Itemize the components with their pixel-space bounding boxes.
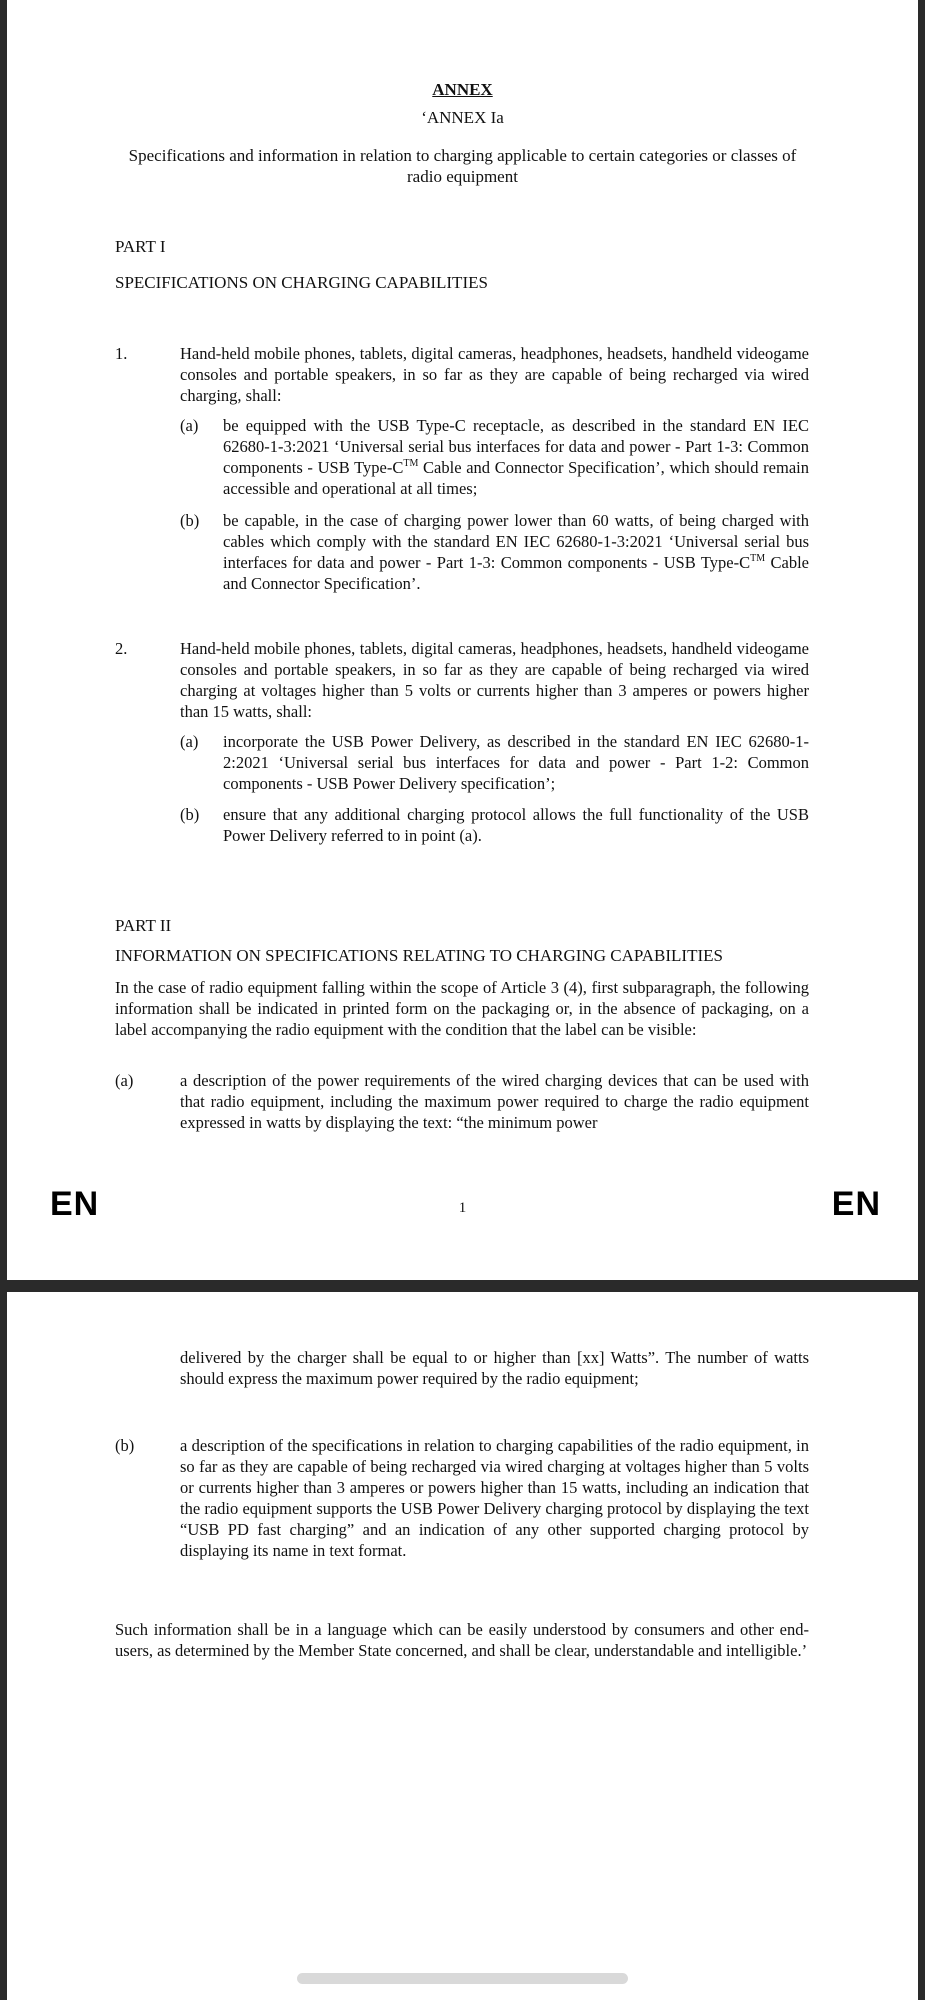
trademark-superscript: TM xyxy=(403,458,419,469)
part-1-heading: SPECIFICATIONS ON CHARGING CAPABILITIES xyxy=(115,273,488,292)
language-marker-right: EN xyxy=(831,1185,881,1223)
part-2b-label: (b) xyxy=(115,1436,135,1455)
part-2-intro: In the case of radio equipment falling within the scope of Article 3 (4), first subparagraph, the following information shall be indicated in printed form on the packaging or, in the absence of packaging, on a label accompanying the radio equipment with the condition that the label can be visible: xyxy=(115,978,809,1039)
annex-title: ANNEX xyxy=(432,80,493,99)
document-page-1 xyxy=(7,0,918,1280)
item-1b-label: (b) xyxy=(180,511,200,530)
part-2-heading: INFORMATION ON SPECIFICATIONS RELATING TO CHARGING CAPABILITIES xyxy=(115,946,723,965)
document-page-2 xyxy=(7,1292,918,2000)
language-marker-left: EN xyxy=(50,1185,100,1223)
item-1a-label: (a) xyxy=(180,416,199,435)
closing-paragraph: Such information shall be in a language which can be easily understood by consumers and other end-users, as determined by the Member State concerned, and shall be clear, understandable and intelligible.’ xyxy=(115,1620,809,1660)
item-2-text: Hand-held mobile phones, tablets, digital cameras, headphones, headsets, handheld videogame consoles and portable speakers, in so far as they are capable of being recharged via wired charging at voltages higher than 5 volts or currents higher than 3 amperes or powers higher than 15 watts, shall: xyxy=(180,639,809,721)
item-1-number: 1. xyxy=(115,344,128,363)
home-indicator-bar[interactable] xyxy=(297,1973,628,1984)
part-1-label: PART I xyxy=(115,237,166,256)
item-2a-text: incorporate the USB Power Delivery, as described in the standard EN IEC 62680-1-2:2021 ‘Universal serial bus interfaces for data and power - Part 1-2: Common components - USB Power Delivery specification’; xyxy=(223,732,809,793)
item-2a-label: (a) xyxy=(180,732,199,751)
item-2-number: 2. xyxy=(115,639,128,658)
item-2b-label: (b) xyxy=(180,805,200,824)
item-1-text: Hand-held mobile phones, tablets, digital cameras, headphones, headsets, handheld videogame consoles and portable speakers, in so far as they are capable of being recharged via wired charging, shall: xyxy=(180,344,809,405)
part-2b-text: a description of the specifications in relation to charging capabilities of the radio equipment, in so far as they are capable of being recharged via wired charging at voltages higher than 5 volts or currents higher than 3 amperes or powers higher than 15 watts, including an indication that the radio equipment supports the USB Power Delivery charging protocol by displaying the text “USB PD fast charging” and an indication of any other supported charging protocol by displaying its name in text format. xyxy=(180,1436,809,1560)
annex-subtitle: ‘ANNEX Ia xyxy=(421,108,504,127)
part-2a-continued: delivered by the charger shall be equal to or higher than [xx] Watts”. The number of watts should express the maximum power required by the radio equipment; xyxy=(180,1348,809,1388)
item-1a-text: be equipped with the USB Type-C receptacle, as described in the standard EN IEC 62680-1-3:2021 ‘Universal serial bus interfaces for data and power - Part 1-3: Common components - USB Type-C™ Cable and Connector Specification’, which should remain accessible and operational at all times; xyxy=(223,416,809,498)
item-2b-text: ensure that any additional charging protocol allows the full functionality of the USB Power Delivery referred to in point (a). xyxy=(223,805,809,845)
specifications-title: Specifications and information in relation to charging applicable to certain categories or classes of radio equipment xyxy=(128,146,797,186)
part-2a-label: (a) xyxy=(115,1071,134,1090)
part-2a-text: a description of the power requirements of the wired charging devices that can be used with that radio equipment, including the maximum power required to charge the radio equipment expressed in watts by displaying the text: “the minimum power xyxy=(180,1071,809,1132)
trademark-superscript: TM xyxy=(750,553,766,564)
page-number: 1 xyxy=(458,1200,467,1216)
item-1b-text: be capable, in the case of charging power lower than 60 watts, of being charged with cables which comply with the standard EN IEC 62680-1-3:2021 ‘Universal serial bus interfaces for data and power - Part 1-3: Common components - USB Type-C™ Cable and Connector Specification’. xyxy=(223,511,809,593)
part-2-label: PART II xyxy=(115,916,172,935)
